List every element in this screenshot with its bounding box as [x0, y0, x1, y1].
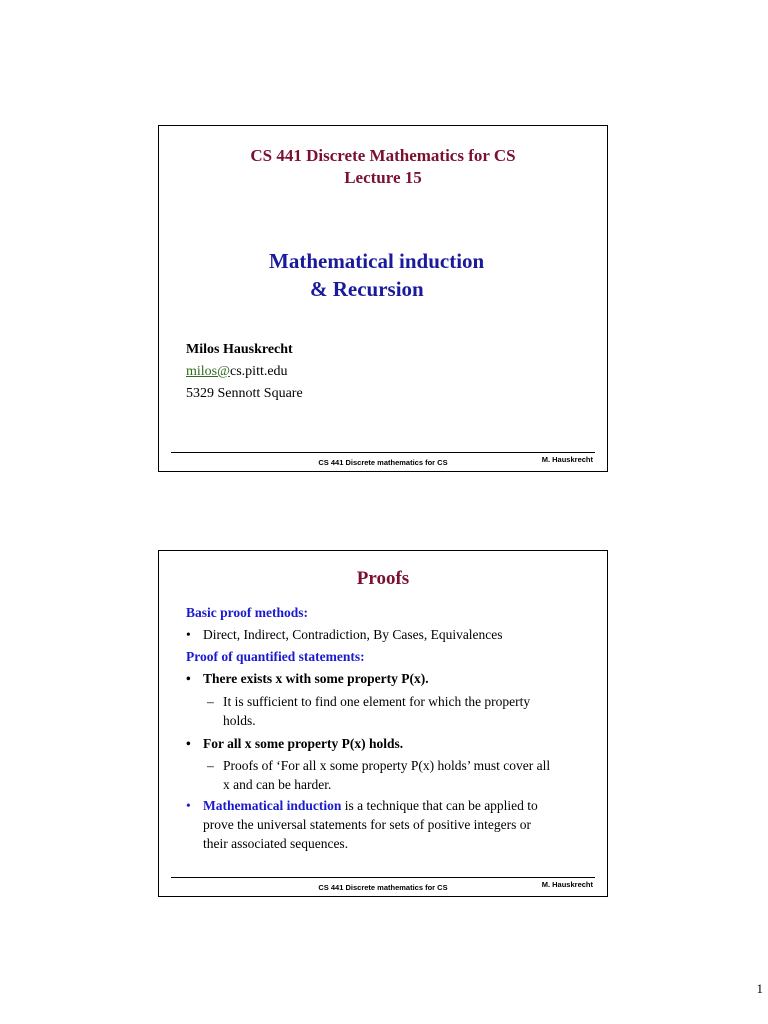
- induction-line1-rest: is a technique that can be applied to: [341, 798, 538, 813]
- page-number: 1: [756, 981, 763, 996]
- quantified-heading: Proof of quantified statements:: [186, 649, 365, 664]
- induction-line1: [203, 796, 538, 816]
- forall-sub-line2: x and can be harder.: [223, 777, 332, 792]
- lecture-number: Lecture 15: [344, 168, 422, 187]
- author-email: [186, 364, 288, 380]
- dash: –: [207, 694, 214, 709]
- footer-author: M. Hauskrecht: [541, 880, 593, 889]
- lecture-title-line1: Mathematical induction: [269, 249, 485, 273]
- slide-title: [158, 125, 608, 472]
- bullet-dot: •: [186, 671, 191, 686]
- dash: –: [207, 758, 214, 773]
- email-link[interactable]: milos@: [186, 364, 231, 379]
- bullet-dot: •: [186, 627, 191, 642]
- bullet-exists: [186, 669, 429, 689]
- forall-text: For all x some property P(x) holds.: [203, 736, 404, 751]
- exists-sub-line2: holds.: [223, 713, 256, 728]
- author-office: 5329 Sennott Square: [186, 386, 303, 401]
- forall-sub-line1: Proofs of ‘For all x some property P(x) holds’ must cover all: [223, 758, 551, 773]
- bullet-dot: •: [186, 736, 191, 751]
- bullet-basic-methods: [186, 625, 503, 645]
- bullet-dot: •: [186, 798, 191, 813]
- lecture-title-line2: & Recursion: [310, 277, 424, 301]
- bullet-forall: [186, 734, 404, 754]
- exists-sub-line1: It is sufficient to find one element for which the property: [223, 694, 531, 709]
- induction-line2: prove the universal statements for sets of positive integers or: [203, 817, 532, 832]
- email-domain: cs.pitt.edu: [230, 364, 288, 379]
- course-title: CS 441 Discrete Mathematics for CS: [250, 146, 516, 165]
- induction-term: Mathematical induction: [203, 798, 342, 813]
- author-name: Milos Hauskrecht: [186, 342, 293, 357]
- footer-course: CS 441 Discrete mathematics for CS: [318, 883, 448, 892]
- bullet-induction: [186, 796, 538, 851]
- footer-divider: [171, 452, 595, 453]
- footer-author: M. Hauskrecht: [541, 455, 593, 464]
- basic-methods-heading: Basic proof methods:: [186, 605, 309, 620]
- slide-proofs: [158, 550, 608, 897]
- slide-title: Proofs: [356, 568, 410, 589]
- forall-subitem: [207, 756, 551, 792]
- induction-line3: their associated sequences.: [203, 836, 349, 851]
- basic-methods-text: Direct, Indirect, Contradiction, By Cases, Equivalences: [203, 627, 503, 642]
- footer-divider: [171, 877, 595, 878]
- exists-subitem: [207, 692, 531, 728]
- exists-text: There exists x with some property P(x).: [203, 671, 429, 686]
- footer-course: CS 441 Discrete mathematics for CS: [318, 458, 448, 467]
